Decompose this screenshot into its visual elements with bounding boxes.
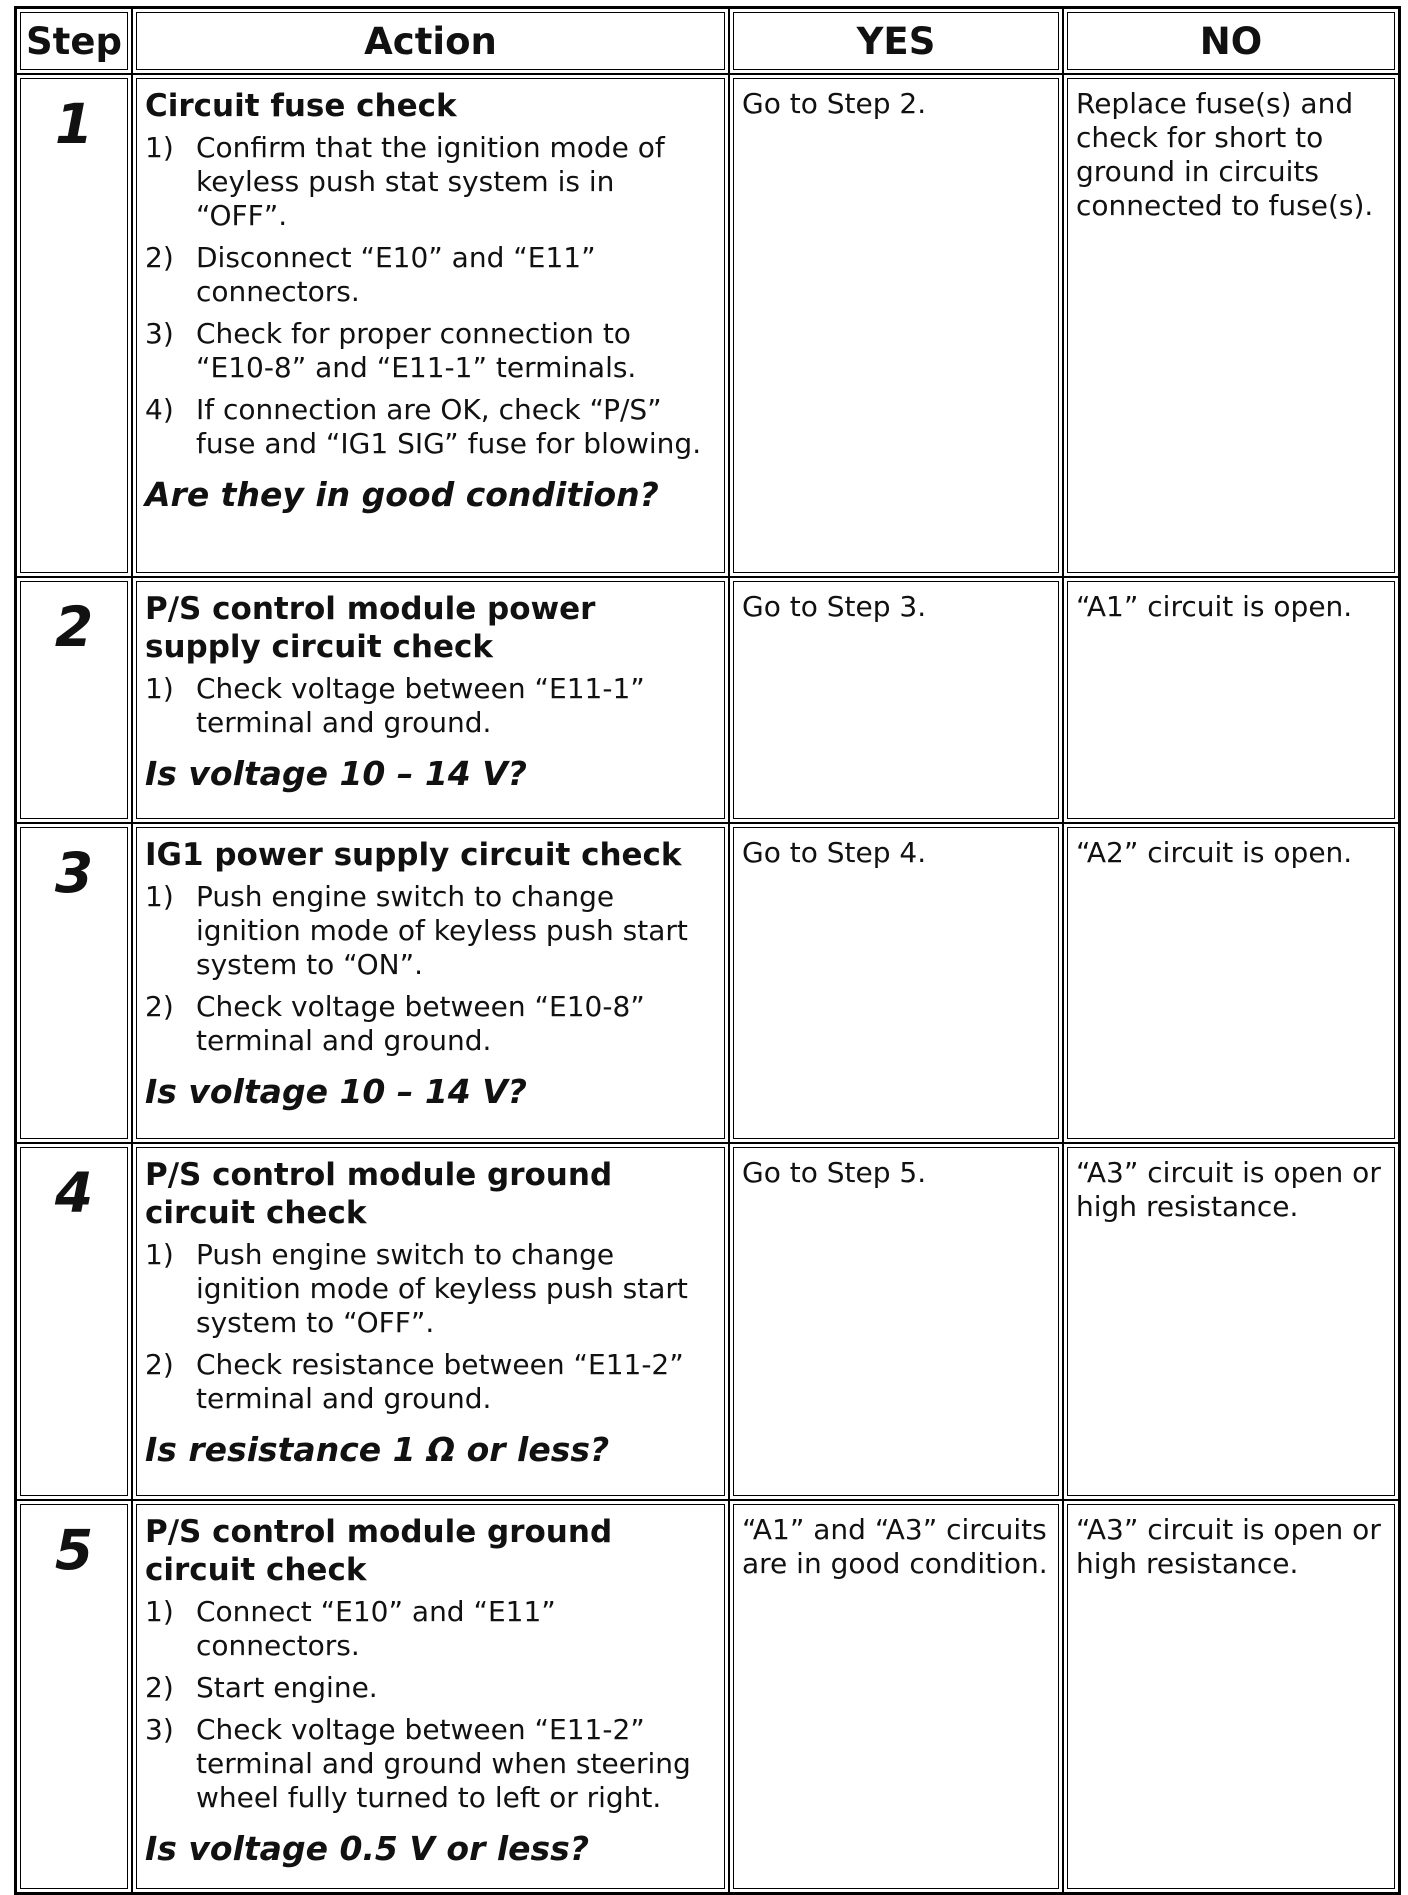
substep: [145, 880, 710, 982]
check-question: Is voltage 10 – 14 V?: [145, 754, 527, 793]
substep-index: 2): [145, 1671, 174, 1704]
substep-index: 1): [145, 1238, 174, 1271]
substep: [145, 317, 710, 385]
header-no: NO: [1063, 8, 1399, 74]
substep-list: [145, 880, 710, 1058]
troubleshooting-table: [14, 6, 1401, 1895]
step-number: 2: [54, 595, 94, 659]
substep-text: Push engine switch to change ignition mode of keyless push start system to “ON”.: [196, 880, 688, 981]
substep: [145, 241, 710, 309]
substep: [145, 672, 710, 740]
step-number: 4: [54, 1161, 94, 1225]
substep-text: Check voltage between “E11-1” terminal and ground.: [196, 672, 645, 739]
no-cell: “A3” circuit is open or high resistance.: [1063, 1500, 1399, 1893]
check-question: Is resistance 1 Ω or less?: [145, 1430, 610, 1469]
step-cell: [16, 823, 132, 1143]
substep: [145, 1671, 710, 1705]
substep-text: Check resistance between “E11-2” terminal and ground.: [196, 1348, 684, 1415]
substep-list: [145, 1238, 710, 1416]
step-number: 5: [54, 1518, 94, 1582]
step-number: 3: [54, 841, 94, 905]
substep-text: Confirm that the ignition mode of keyless push stat system is in “OFF”.: [196, 131, 665, 232]
substep: [145, 1713, 710, 1815]
no-cell: Replace fuse(s) and check for short to ground in circuits connected to fuse(s).: [1063, 74, 1399, 577]
substep-index: 2): [145, 990, 174, 1023]
step-cell: [16, 1143, 132, 1500]
substep-index: 4): [145, 393, 174, 426]
table-row: [16, 823, 1399, 1143]
action-cell: [132, 1500, 729, 1893]
substep: [145, 393, 710, 461]
substep-index: 2): [145, 241, 174, 274]
header-yes: YES: [729, 8, 1063, 74]
yes-cell: Go to Step 5.: [729, 1143, 1063, 1500]
action-title: P/S control module ground circuit check: [145, 1157, 613, 1231]
substep-text: Check voltage between “E11-2” terminal and ground when steering wheel fully turned to left or right.: [196, 1713, 691, 1814]
substep: [145, 1238, 710, 1340]
substep-text: Push engine switch to change ignition mode of keyless push start system to “OFF”.: [196, 1238, 688, 1339]
substep-list: [145, 1595, 710, 1815]
yes-cell: Go to Step 3.: [729, 577, 1063, 823]
substep-index: 1): [145, 131, 174, 164]
substep: [145, 1348, 710, 1416]
substep-text: Check voltage between “E10-8” terminal and ground.: [196, 990, 645, 1057]
check-question: Is voltage 10 – 14 V?: [145, 1072, 527, 1111]
yes-cell: Go to Step 2.: [729, 74, 1063, 577]
action-cell: [132, 823, 729, 1143]
substep-text: Connect “E10” and “E11” connectors.: [196, 1595, 556, 1662]
no-cell: “A2” circuit is open.: [1063, 823, 1399, 1143]
no-cell: “A1” circuit is open.: [1063, 577, 1399, 823]
substep: [145, 990, 710, 1058]
table-row: [16, 74, 1399, 577]
action-cell: [132, 1143, 729, 1500]
no-cell: “A3” circuit is open or high resistance.: [1063, 1143, 1399, 1500]
check-question: Is voltage 0.5 V or less?: [145, 1829, 589, 1868]
substep-index: 1): [145, 880, 174, 913]
step-cell: [16, 1500, 132, 1893]
action-cell: [132, 577, 729, 823]
substep-text: Check for proper connection to “E10-8” and “E11-1” terminals.: [196, 317, 637, 384]
header-action: Action: [132, 8, 729, 74]
header-row: [16, 8, 1399, 74]
substep-index: 3): [145, 317, 174, 350]
action-cell: [132, 74, 729, 577]
yes-cell: Go to Step 4.: [729, 823, 1063, 1143]
substep-index: 1): [145, 1595, 174, 1628]
substep-text: Start engine.: [196, 1671, 378, 1704]
action-title: P/S control module power supply circuit check: [145, 591, 596, 665]
substep-index: 2): [145, 1348, 174, 1381]
substep-list: [145, 131, 710, 461]
table-row: [16, 1500, 1399, 1893]
substep-index: 3): [145, 1713, 174, 1746]
step-number: 1: [54, 92, 94, 156]
check-question: Are they in good condition?: [145, 475, 659, 514]
substep: [145, 1595, 710, 1663]
yes-cell: “A1” and “A3” circuits are in good condition.: [729, 1500, 1063, 1893]
action-title: Circuit fuse check: [145, 88, 457, 124]
step-cell: [16, 577, 132, 823]
table-row: [16, 577, 1399, 823]
action-title: P/S control module ground circuit check: [145, 1514, 613, 1588]
substep-text: Disconnect “E10” and “E11” connectors.: [196, 241, 596, 308]
substep-index: 1): [145, 672, 174, 705]
action-title: IG1 power supply circuit check: [145, 837, 682, 873]
step-cell: [16, 74, 132, 577]
header-step: Step: [16, 8, 132, 74]
table-row: [16, 1143, 1399, 1500]
substep-list: [145, 672, 710, 740]
substep-text: If connection are OK, check “P/S” fuse and “IG1 SIG” fuse for blowing.: [196, 393, 702, 460]
substep: [145, 131, 710, 233]
